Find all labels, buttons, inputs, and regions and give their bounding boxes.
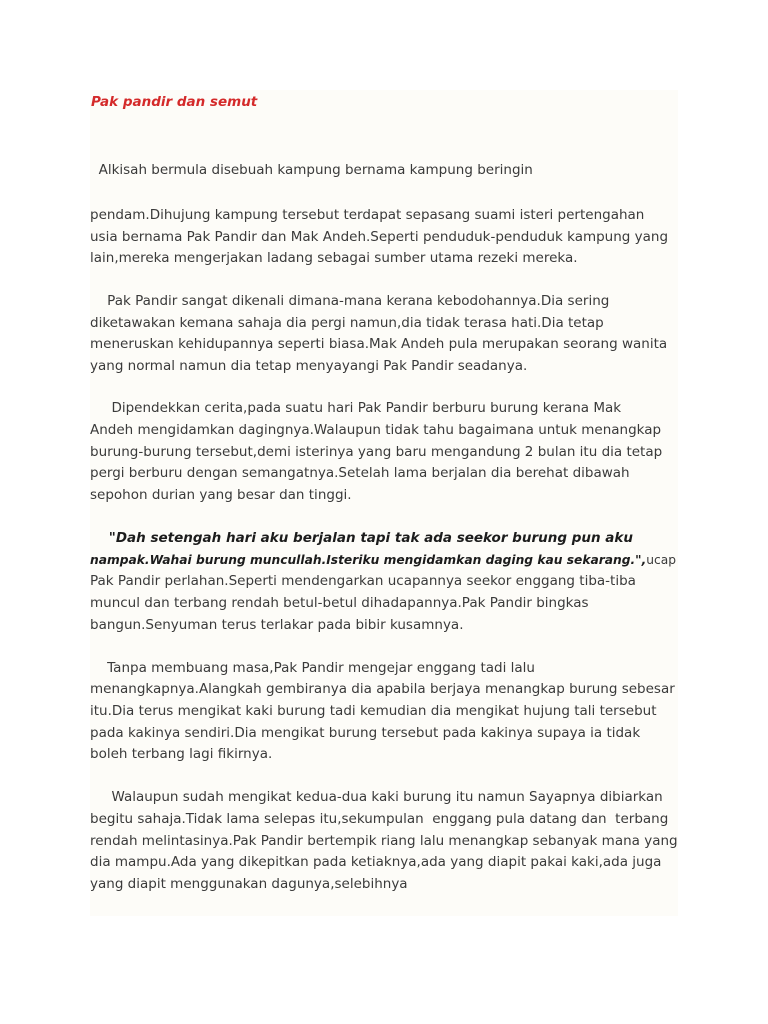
text-line: diketawakan kemana sahaja dia pergi namun,dia tidak terasa hati.Dia tetap — [90, 315, 604, 331]
text-line: yang diapit menggunakan dagunya,selebihnya — [90, 876, 408, 892]
text-line: Pak Pandir perlahan.Seperti mendengarkan ucapannya seekor enggang tiba-tiba — [90, 573, 636, 589]
text-line: lain,mereka mengerjakan ladang sebagai sumber utama rezeki mereka. — [90, 250, 578, 266]
text-line: begitu sahaja.Tidak lama selepas itu,sekumpulan enggang pula datang dan terbang — [90, 811, 669, 827]
text-line: sepohon durian yang besar dan tinggi. — [90, 487, 352, 503]
text-line: Tanpa membuang masa,Pak Pandir mengejar enggang tadi lalu — [90, 660, 535, 676]
text-line: yang normal namun dia tetap menyayangi Pak Pandir seadanya. — [90, 358, 528, 374]
text-line: Dipendekkan cerita,pada suatu hari Pak Pandir berburu burung kerana Mak — [90, 400, 622, 416]
text-line: Andeh mengidamkan dagingnya.Walaupun tidak tahu bagaimana untuk menangkap — [90, 422, 662, 438]
text-line: bangun.Senyuman terus terlakar pada bibir kusamnya. — [90, 617, 464, 633]
text-line: muncul dan terbang rendah betul-betul dihadapannya.Pak Pandir bingkas — [90, 595, 589, 611]
text-line: Pak Pandir sangat dikenali dimana-mana kerana kebodohannya.Dia sering — [90, 293, 610, 309]
document-title: Pak pandir dan semut — [91, 94, 258, 110]
text-line: rendah melintasinya.Pak Pandir bertempik riang lalu menangkap sebanyak mana yang — [90, 833, 678, 849]
text-line: pendam.Dihujung kampung tersebut terdapat sepasang suami isteri pertengahan — [90, 207, 645, 223]
quote-tail: ucap — [646, 553, 677, 567]
text-line: burung-burung tersebut,demi isterinya yang baru mengandung 2 bulan itu dia tetap — [90, 444, 663, 460]
text-line: menangkapnya.Alangkah gembiranya dia apabila berjaya menangkap burung sebesar — [90, 681, 675, 697]
text-line-mixed — [90, 551, 676, 569]
text-line: itu.Dia terus mengikat kaki burung tadi kemudian dia mengikat hujung tali tersebut — [90, 703, 657, 719]
text-line: pergi berburu dengan semangatnya.Setelah lama berjalan dia berehat dibawah — [90, 465, 630, 481]
text-line: pada kakinya sendiri.Dia mengikat burung tersebut pada kakinya supaya ia tidak — [90, 725, 641, 741]
quote-line: "Dah setengah hari aku berjalan tapi tak ada seekor burung pun aku — [90, 530, 633, 546]
text-line: boleh terbang lagi fikirnya. — [90, 746, 273, 762]
text-line: meneruskan kehidupannya seperti biasa.Mak Andeh pula merupakan seorang wanita — [90, 336, 668, 352]
text-line: usia bernama Pak Pandir dan Mak Andeh.Seperti penduduk-penduduk kampung yang — [90, 229, 669, 245]
text-line: Walaupun sudah mengikat kedua-dua kaki burung itu namun Sayapnya dibiarkan — [90, 789, 663, 805]
text-line: Alkisah bermula disebuah kampung bernama kampung beringin — [90, 162, 533, 178]
quote-text: nampak.Wahai burung muncullah.Isteriku mengidamkan daging kau sekarang.", — [90, 553, 647, 567]
text-line: dia mampu.Ada yang dikepitkan pada ketiaknya,ada yang diapit pakai kaki,ada juga — [90, 854, 662, 870]
